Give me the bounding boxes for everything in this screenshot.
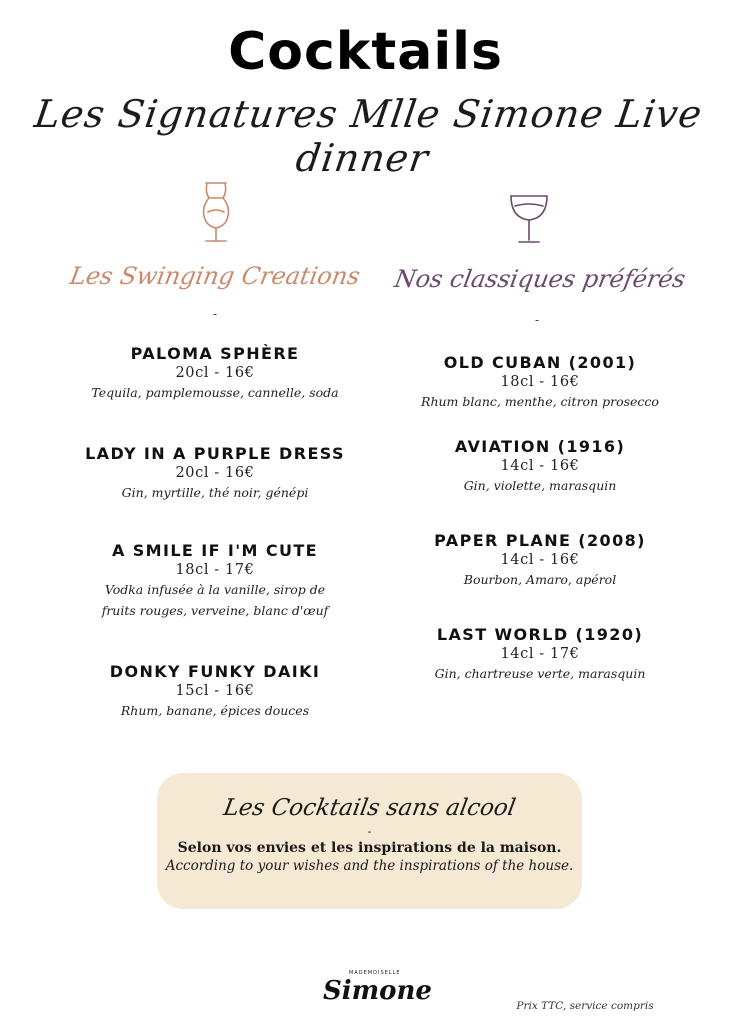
cocktail-name: LADY IN A PURPLE DRESS xyxy=(85,444,345,463)
menu-item xyxy=(60,444,370,503)
cocktail-price: 14cl - 16€ xyxy=(500,552,580,568)
cocktail-price: 18cl - 17€ xyxy=(175,562,255,578)
cocktail-name: LAST WORLD (1920) xyxy=(436,625,644,644)
left-separator: - xyxy=(212,307,218,321)
page-title: Cocktails xyxy=(228,22,503,82)
page-subtitle: Les Signatures Mlle Simone Live dinner xyxy=(31,92,706,180)
cocktail-name: DONKY FUNKY DAIKI xyxy=(109,662,321,681)
cocktail-description: Bourbon, Amaro, apérol xyxy=(463,572,617,587)
cocktail-name: AVIATION (1916) xyxy=(454,437,626,456)
footer-note: Prix TTC, service compris xyxy=(516,1000,654,1012)
non-alcoholic-text-fr: Selon vos envies et les inspirations de la maison. xyxy=(177,840,562,856)
cocktail-description: Gin, myrtille, thé noir, génépi xyxy=(121,485,309,500)
logo-small-text: MADEMOISELLE xyxy=(349,970,401,976)
cocktail-name: PALOMA SPHÈRE xyxy=(130,344,300,363)
cocktail-price: 14cl - 17€ xyxy=(500,646,580,662)
cocktail-price: 20cl - 16€ xyxy=(175,365,255,381)
right-separator: - xyxy=(534,313,540,327)
cocktail-description: Gin, violette, marasquin xyxy=(463,478,617,493)
left-column-heading: Les Swinging Creations xyxy=(67,262,363,290)
menu-item xyxy=(60,541,370,621)
non-alcoholic-separator: - xyxy=(367,825,372,838)
cocktail-price: 18cl - 16€ xyxy=(500,374,580,390)
cocktail-name: OLD CUBAN (2001) xyxy=(443,353,637,372)
cocktail-description: Rhum, banane, épices douces xyxy=(120,703,310,718)
cocktail-price: 20cl - 16€ xyxy=(175,465,255,481)
brand-logo xyxy=(315,968,432,1014)
non-alcoholic-title: Les Cocktails sans alcool xyxy=(221,795,518,821)
menu-item xyxy=(60,344,370,403)
cocktail-name: A SMILE IF I'M CUTE xyxy=(111,541,319,560)
cocktail-price: 14cl - 16€ xyxy=(500,458,580,474)
cocktail-description: fruits rouges, verveine, blanc d'œuf xyxy=(101,603,329,618)
cocktail-price: 15cl - 16€ xyxy=(175,683,255,699)
cocktail-description: Tequila, pamplemousse, cannelle, soda xyxy=(91,385,339,400)
right-column-heading: Nos classiques préférés xyxy=(392,265,688,293)
menu-item xyxy=(60,662,370,721)
logo-main-text: Simone xyxy=(323,976,432,1006)
menu-item xyxy=(385,625,695,684)
cocktail-description: Rhum blanc, menthe, citron prosecco xyxy=(421,394,659,409)
cocktail-description: Gin, chartreuse verte, marasquin xyxy=(434,666,646,681)
non-alcoholic-text-en: According to your wishes and the inspirations of the house. xyxy=(165,858,574,874)
menu-item xyxy=(385,437,695,496)
non-alcoholic-box xyxy=(157,773,582,909)
menu-item xyxy=(385,353,695,412)
cocktail-name: PAPER PLANE (2008) xyxy=(434,531,646,550)
menu-item xyxy=(385,531,695,590)
cocktail-description: Vodka infusée à la vanille, sirop de xyxy=(104,582,326,597)
